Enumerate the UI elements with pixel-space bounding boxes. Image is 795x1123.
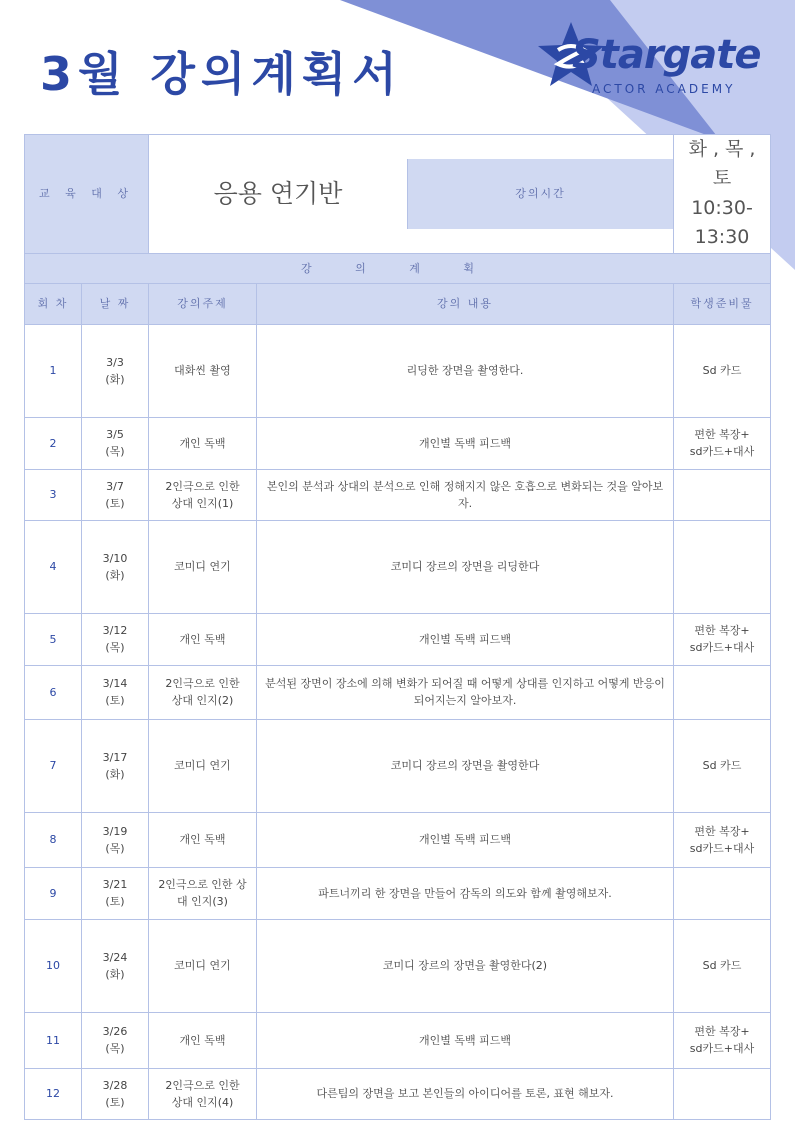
column-header: 날 짜 <box>82 283 149 324</box>
student-prep: Sd 카드 <box>674 719 771 812</box>
logo-wordmark: Stargate <box>572 32 761 78</box>
session-topic: 개인 독백 <box>149 613 257 665</box>
session-date <box>82 520 149 613</box>
lecture-days: 화 , 목 , 토 <box>688 138 756 190</box>
session-topic: 코미디 연기 <box>149 719 257 812</box>
session-number: 11 <box>25 1012 82 1068</box>
weekday-value: (화) <box>105 767 125 781</box>
session-content: 개인별 독백 피드백 <box>257 417 674 469</box>
session-topic: 개인 독백 <box>149 417 257 469</box>
session-content: 분석된 장면이 장소에 의해 변화가 되어질 때 어떻게 상대를 인지하고 어떻게 반응이 되어지는지 알아보자. <box>257 665 674 719</box>
student-prep: 편한 복장+ sd카드+대사 <box>674 417 771 469</box>
session-date <box>82 867 149 919</box>
session-content: 코미디 장르의 장면을 촬영한다(2) <box>257 919 674 1012</box>
session-topic: 개인 독백 <box>149 1012 257 1068</box>
session-number: 4 <box>25 520 82 613</box>
table-row <box>25 469 771 520</box>
session-number: 9 <box>25 867 82 919</box>
date-value: 3/24 <box>102 950 128 964</box>
session-number: 2 <box>25 417 82 469</box>
date-value: 3/19 <box>102 824 128 838</box>
table-row <box>25 812 771 867</box>
session-topic: 2인극으로 인한 상 대 인지(3) <box>149 867 257 919</box>
session-date <box>82 719 149 812</box>
session-content: 개인별 독백 피드백 <box>257 613 674 665</box>
session-number: 6 <box>25 665 82 719</box>
weekday-value: (화) <box>105 568 125 582</box>
student-prep <box>674 867 771 919</box>
session-content: 개인별 독백 피드백 <box>257 812 674 867</box>
weekday-value: (토) <box>105 694 125 708</box>
weekday-value: (목) <box>105 841 125 855</box>
session-content: 리딩한 장면을 촬영한다. <box>257 324 674 417</box>
date-value: 3/14 <box>102 677 128 691</box>
column-header: 강의 내용 <box>257 283 674 324</box>
weekday-value: (화) <box>105 372 125 386</box>
weekday-value: (목) <box>105 641 125 655</box>
session-topic: 2인극으로 인한 상대 인지(1) <box>149 469 257 520</box>
session-number: 10 <box>25 919 82 1012</box>
student-prep: 편한 복장+ sd카드+대사 <box>674 812 771 867</box>
date-value: 3/3 <box>106 355 124 369</box>
date-value: 3/17 <box>102 750 128 764</box>
time-cell <box>674 135 771 254</box>
student-prep: Sd 카드 <box>674 919 771 1012</box>
session-date <box>82 417 149 469</box>
student-prep <box>674 469 771 520</box>
table-row <box>25 417 771 469</box>
weekday-value: (목) <box>105 1042 125 1056</box>
student-prep <box>674 1068 771 1119</box>
class-name-cell <box>149 135 674 254</box>
session-date <box>82 613 149 665</box>
session-content: 개인별 독백 피드백 <box>257 1012 674 1068</box>
table-row <box>25 1012 771 1068</box>
class-name: 응용 연기반 <box>149 159 408 229</box>
session-date <box>82 665 149 719</box>
weekday-value: (토) <box>105 1095 125 1109</box>
session-content: 코미디 장르의 장면을 리딩한다 <box>257 520 674 613</box>
session-date <box>82 1068 149 1119</box>
target-label: 교 육 대 상 <box>25 135 149 254</box>
session-topic: 코미디 연기 <box>149 520 257 613</box>
session-date <box>82 469 149 520</box>
student-prep: Sd 카드 <box>674 324 771 417</box>
lecture-hours: 10:30-13:30 <box>691 196 753 249</box>
session-number: 12 <box>25 1068 82 1119</box>
date-value: 3/28 <box>102 1078 128 1092</box>
lecture-plan-table <box>24 134 771 1120</box>
logo-subtitle: ACTOR ACADEMY <box>592 82 736 96</box>
student-prep: 편한 복장+ sd카드+대사 <box>674 613 771 665</box>
date-value: 3/21 <box>102 878 128 892</box>
weekday-value: (목) <box>105 445 125 459</box>
session-date <box>82 919 149 1012</box>
table-row <box>25 867 771 919</box>
session-date <box>82 1012 149 1068</box>
session-content: 다른팀의 장면을 보고 본인들의 아이디어를 토론, 표현 해보자. <box>257 1068 674 1119</box>
session-topic: 2인극으로 인한 상대 인지(2) <box>149 665 257 719</box>
session-date <box>82 812 149 867</box>
session-number: 7 <box>25 719 82 812</box>
date-value: 3/7 <box>106 479 124 493</box>
session-topic: 2인극으로 인한 상대 인지(4) <box>149 1068 257 1119</box>
plan-title-row <box>25 253 771 283</box>
class-time-wrap <box>149 159 673 229</box>
weekday-value: (토) <box>105 496 125 510</box>
student-prep <box>674 665 771 719</box>
session-content: 코미디 장르의 장면을 촬영한다 <box>257 719 674 812</box>
session-content: 파트너끼리 한 장면을 만들어 감독의 의도와 함께 촬영해보자. <box>257 867 674 919</box>
session-topic: 개인 독백 <box>149 812 257 867</box>
date-value: 3/26 <box>102 1025 128 1039</box>
table-row <box>25 1068 771 1119</box>
table-row <box>25 613 771 665</box>
session-number: 1 <box>25 324 82 417</box>
student-prep <box>674 520 771 613</box>
table-row <box>25 719 771 812</box>
session-topic: 코미디 연기 <box>149 919 257 1012</box>
session-date <box>82 324 149 417</box>
date-value: 3/12 <box>102 624 128 638</box>
page-title: 3월 강의계획서 <box>40 47 403 101</box>
column-header: 강의주제 <box>149 283 257 324</box>
table-row <box>25 520 771 613</box>
table-row <box>25 324 771 417</box>
weekday-value: (화) <box>105 967 125 981</box>
plan-title: 강 의 계 획 <box>25 253 771 283</box>
column-header: 학생준비물 <box>674 283 771 324</box>
date-value: 3/5 <box>106 428 124 442</box>
table-row <box>25 665 771 719</box>
column-header: 회 차 <box>25 283 82 324</box>
session-topic: 대화씬 촬영 <box>149 324 257 417</box>
weekday-value: (토) <box>105 895 125 909</box>
table-row <box>25 919 771 1012</box>
session-number: 5 <box>25 613 82 665</box>
student-prep: 편한 복장+ sd카드+대사 <box>674 1012 771 1068</box>
session-number: 8 <box>25 812 82 867</box>
stargate-logo <box>536 20 762 102</box>
session-number: 3 <box>25 469 82 520</box>
session-content: 본인의 분석과 상대의 분석으로 인해 정해지지 않은 호흡으로 변화되는 것을 알아보자. <box>257 469 674 520</box>
column-header-row <box>25 283 771 324</box>
date-value: 3/10 <box>102 551 128 565</box>
header-row <box>25 135 771 254</box>
time-label: 강의시간 <box>408 159 673 229</box>
